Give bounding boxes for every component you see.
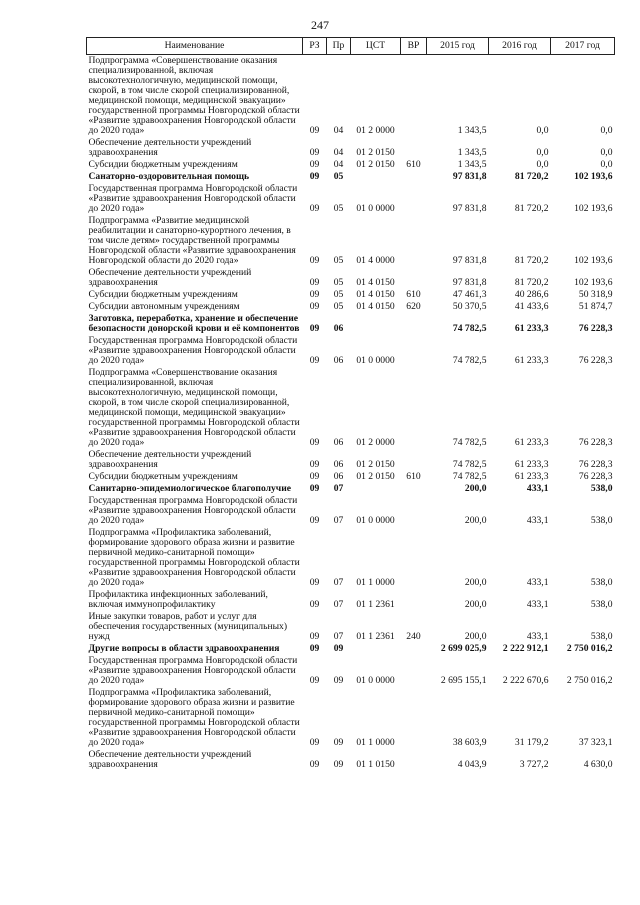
row-2016: 40 286,6 bbox=[514, 289, 549, 300]
row-2017: 76 228,3 bbox=[578, 323, 613, 334]
row-2016: 0,0 bbox=[536, 125, 549, 136]
row-rz: 09 bbox=[309, 355, 320, 366]
row-2017: 102 193,6 bbox=[574, 255, 613, 266]
row-name: Государственная программа Новгородской области «Развитие здравоохранения Новгородской области до 2020 года» bbox=[88, 495, 298, 526]
row-vr bbox=[401, 749, 427, 771]
row-2015: 200,0 bbox=[464, 483, 487, 494]
row-cst: 01 2 0000 bbox=[356, 125, 395, 136]
table-row bbox=[87, 687, 615, 749]
row-name: Иные закупки товаров, работ и услуг для обеспечения государственных (муниципальных) нужд bbox=[88, 611, 288, 642]
row-rz: 09 bbox=[309, 515, 320, 526]
row-2017: 76 228,3 bbox=[578, 459, 613, 470]
row-name: Субсидии автономным учреждениям bbox=[88, 301, 240, 312]
row-pr: 04 bbox=[333, 159, 344, 170]
row-name: Подпрограмма «Профилактика заболеваний, формирование здорового образа жизни и развитие первичной медико-санитарной помощи» государственной программы Новгородской области «Развитие здравоохранения Новгородской области до 2020 года» bbox=[88, 687, 300, 748]
row-rz: 09 bbox=[309, 577, 320, 588]
row-vr bbox=[401, 215, 427, 267]
row-2016: 433,1 bbox=[526, 577, 549, 588]
row-rz: 09 bbox=[309, 675, 320, 686]
row-2015: 74 782,5 bbox=[452, 355, 487, 366]
row-2015: 74 782,5 bbox=[452, 459, 487, 470]
row-2016: 2 222 912,1 bbox=[502, 643, 549, 654]
row-name: Заготовка, переработка, хранение и обеспечение безопасности донорской крови и её компонентов bbox=[88, 313, 300, 334]
row-rz: 09 bbox=[309, 599, 320, 610]
row-pr: 07 bbox=[333, 577, 344, 588]
row-pr: 06 bbox=[333, 459, 344, 470]
row-2016: 0,0 bbox=[536, 147, 549, 158]
row-rz: 09 bbox=[309, 289, 320, 300]
row-rz: 09 bbox=[309, 125, 320, 136]
table-row bbox=[87, 367, 615, 449]
row-vr bbox=[401, 655, 427, 687]
row-pr: 05 bbox=[333, 171, 344, 182]
row-pr: 09 bbox=[333, 643, 344, 654]
row-2017: 538,0 bbox=[590, 577, 613, 588]
row-pr: 06 bbox=[333, 355, 344, 366]
row-name: Обеспечение деятельности учреждений здравоохранения bbox=[88, 137, 252, 158]
row-cst: 01 0 0000 bbox=[356, 675, 395, 686]
table-body bbox=[87, 55, 615, 772]
row-pr: 05 bbox=[333, 301, 344, 312]
row-vr bbox=[401, 183, 427, 215]
row-vr bbox=[401, 483, 427, 495]
table-row bbox=[87, 589, 615, 611]
row-rz: 09 bbox=[309, 631, 320, 642]
row-2017: 2 750 016,2 bbox=[566, 675, 613, 686]
table-row bbox=[87, 611, 615, 643]
row-2016: 61 233,3 bbox=[514, 459, 549, 470]
table-row bbox=[87, 301, 615, 313]
row-2016: 81 720,2 bbox=[514, 203, 549, 214]
row-pr: 06 bbox=[333, 471, 344, 482]
header-2017: 2017 год bbox=[551, 38, 615, 55]
row-pr: 07 bbox=[333, 599, 344, 610]
row-cst: 01 1 0000 bbox=[356, 737, 395, 748]
row-2017: 37 323,1 bbox=[578, 737, 613, 748]
row-2016: 61 233,3 bbox=[514, 437, 549, 448]
table-row bbox=[87, 183, 615, 215]
table-row bbox=[87, 289, 615, 301]
row-2015: 50 370,5 bbox=[452, 301, 487, 312]
header-2016: 2016 год bbox=[489, 38, 551, 55]
row-vr bbox=[401, 171, 427, 183]
row-vr bbox=[401, 589, 427, 611]
row-cst: 01 4 0150 bbox=[356, 277, 395, 288]
row-2015: 200,0 bbox=[464, 577, 487, 588]
table-row bbox=[87, 749, 615, 771]
row-rz: 09 bbox=[309, 471, 320, 482]
row-cst: 01 4 0150 bbox=[356, 289, 395, 300]
row-name: Обеспечение деятельности учреждений здравоохранения bbox=[88, 749, 252, 770]
row-rz: 09 bbox=[309, 203, 320, 214]
row-2017: 51 874,7 bbox=[578, 301, 613, 312]
row-2015: 38 603,9 bbox=[452, 737, 487, 748]
row-rz: 09 bbox=[309, 147, 320, 158]
row-2016: 61 233,3 bbox=[514, 355, 549, 366]
row-2015: 200,0 bbox=[464, 599, 487, 610]
row-2015: 2 695 155,1 bbox=[440, 675, 487, 686]
table-row bbox=[87, 449, 615, 471]
row-2017: 76 228,3 bbox=[578, 437, 613, 448]
row-rz: 09 bbox=[309, 643, 320, 654]
row-rz: 09 bbox=[309, 301, 320, 312]
row-cst bbox=[351, 483, 401, 495]
row-2017: 50 318,9 bbox=[578, 289, 613, 300]
row-cst: 01 2 0000 bbox=[356, 437, 395, 448]
row-rz: 09 bbox=[309, 255, 320, 266]
table-row bbox=[87, 215, 615, 267]
row-name: Субсидии бюджетным учреждениям bbox=[88, 471, 238, 482]
row-rz: 09 bbox=[309, 759, 320, 770]
row-2016: 81 720,2 bbox=[514, 171, 549, 182]
row-2017: 102 193,6 bbox=[574, 203, 613, 214]
row-cst: 01 1 0150 bbox=[356, 759, 395, 770]
row-vr bbox=[401, 55, 427, 138]
row-pr: 07 bbox=[333, 515, 344, 526]
header-name: Наименование bbox=[87, 38, 303, 55]
row-vr bbox=[401, 367, 427, 449]
row-cst: 01 1 2361 bbox=[356, 631, 395, 642]
row-cst: 01 0 0000 bbox=[356, 515, 395, 526]
table-row bbox=[87, 643, 615, 655]
header-rz: РЗ bbox=[303, 38, 327, 55]
table-row bbox=[87, 267, 615, 289]
table-header-row bbox=[87, 38, 615, 55]
row-cst bbox=[351, 313, 401, 335]
row-pr: 09 bbox=[333, 737, 344, 748]
row-2016: 61 233,3 bbox=[514, 471, 549, 482]
table-row bbox=[87, 335, 615, 367]
row-cst bbox=[351, 171, 401, 183]
row-name: Профилактика инфекционных заболеваний, включая иммунопрофилактику bbox=[88, 589, 268, 610]
row-2016: 433,1 bbox=[526, 483, 549, 494]
row-pr: 05 bbox=[333, 255, 344, 266]
row-name: Другие вопросы в области здравоохранения bbox=[88, 643, 280, 654]
row-2015: 74 782,5 bbox=[452, 323, 487, 334]
row-cst: 01 2 0150 bbox=[356, 147, 395, 158]
row-2015: 200,0 bbox=[464, 631, 487, 642]
table-row bbox=[87, 137, 615, 159]
row-pr: 06 bbox=[333, 437, 344, 448]
row-2016: 81 720,2 bbox=[514, 255, 549, 266]
row-vr bbox=[401, 495, 427, 527]
table-row bbox=[87, 655, 615, 687]
row-2017: 102 193,6 bbox=[574, 277, 613, 288]
table-row bbox=[87, 495, 615, 527]
row-cst: 01 2 0150 bbox=[356, 471, 395, 482]
row-name: Обеспечение деятельности учреждений здравоохранения bbox=[88, 267, 252, 288]
row-2017: 2 750 016,2 bbox=[566, 643, 613, 654]
header-pr: Пр bbox=[327, 38, 351, 55]
row-pr: 07 bbox=[333, 483, 344, 494]
row-2015: 97 831,8 bbox=[452, 277, 487, 288]
row-2016: 433,1 bbox=[526, 599, 549, 610]
budget-table bbox=[86, 37, 615, 771]
row-2016: 433,1 bbox=[526, 631, 549, 642]
row-pr: 04 bbox=[333, 125, 344, 136]
row-cst: 01 1 2361 bbox=[356, 599, 395, 610]
row-name: Государственная программа Новгородской области «Развитие здравоохранения Новгородской области до 2020 года» bbox=[88, 335, 298, 366]
row-pr: 05 bbox=[333, 203, 344, 214]
row-2015: 97 831,8 bbox=[452, 255, 487, 266]
row-2015: 47 461,3 bbox=[452, 289, 487, 300]
row-name: Государственная программа Новгородской области «Развитие здравоохранения Новгородской области до 2020 года» bbox=[88, 655, 298, 686]
row-name: Государственная программа Новгородской области «Развитие здравоохранения Новгородской области до 2020 года» bbox=[88, 183, 298, 214]
row-name: Санитарно-эпидемиологическое благополучие bbox=[88, 483, 291, 494]
row-2016: 61 233,3 bbox=[514, 323, 549, 334]
row-pr: 05 bbox=[333, 289, 344, 300]
row-pr: 04 bbox=[333, 147, 344, 158]
row-rz: 09 bbox=[309, 483, 320, 494]
row-pr: 07 bbox=[333, 631, 344, 642]
header-vr: ВР bbox=[401, 38, 427, 55]
row-rz: 09 bbox=[309, 323, 320, 334]
header-cst: ЦСТ bbox=[351, 38, 401, 55]
row-pr: 09 bbox=[333, 675, 344, 686]
row-2016: 3 727,2 bbox=[519, 759, 549, 770]
table-row bbox=[87, 171, 615, 183]
row-2015: 74 782,5 bbox=[452, 471, 487, 482]
row-rz: 09 bbox=[309, 171, 320, 182]
row-vr bbox=[401, 267, 427, 289]
row-2016: 0,0 bbox=[536, 159, 549, 170]
row-vr: 620 bbox=[406, 301, 421, 312]
row-vr: 610 bbox=[406, 471, 421, 482]
row-rz: 09 bbox=[309, 159, 320, 170]
row-2015: 1 343,5 bbox=[457, 159, 487, 170]
row-2015: 200,0 bbox=[464, 515, 487, 526]
row-pr: 09 bbox=[333, 759, 344, 770]
row-2015: 97 831,8 bbox=[452, 171, 487, 182]
row-name: Подпрограмма «Развитие медицинской реабилитации и санаторно-курортного лечения, в том числе детям» государственной программы Новгородской области «Развитие здравоохранения Новгородской области до 2020 года» bbox=[88, 215, 296, 266]
row-vr bbox=[401, 335, 427, 367]
row-2016: 81 720,2 bbox=[514, 277, 549, 288]
row-name: Субсидии бюджетным учреждениям bbox=[88, 289, 238, 300]
row-2016: 433,1 bbox=[526, 515, 549, 526]
row-cst: 01 0 0000 bbox=[356, 355, 395, 366]
row-vr: 610 bbox=[406, 289, 421, 300]
row-vr: 610 bbox=[406, 159, 421, 170]
row-rz: 09 bbox=[309, 277, 320, 288]
row-cst: 01 0 0000 bbox=[356, 203, 395, 214]
row-cst: 01 4 0000 bbox=[356, 255, 395, 266]
table-row bbox=[87, 471, 615, 483]
row-rz: 09 bbox=[309, 437, 320, 448]
row-rz: 09 bbox=[309, 737, 320, 748]
table-row bbox=[87, 527, 615, 589]
row-2017: 538,0 bbox=[590, 515, 613, 526]
row-2016: 2 222 670,6 bbox=[502, 675, 549, 686]
row-cst: 01 2 0150 bbox=[356, 159, 395, 170]
row-2017: 538,0 bbox=[590, 483, 613, 494]
row-rz: 09 bbox=[309, 459, 320, 470]
row-vr bbox=[401, 137, 427, 159]
row-vr bbox=[401, 643, 427, 655]
row-pr: 06 bbox=[333, 323, 344, 334]
row-name: Подпрограмма «Совершенствование оказания специализированной, включая высокотехнологичную, медицинской помощи, скорой, в том числе скорой специализированной, медицинской помощи, медицинской эвакуации» государственной программы Новгородской области «Развитие здравоохранения Новгородской области до 2020 года» bbox=[88, 367, 300, 448]
row-name: Подпрограмма «Совершенствование оказания специализированной, включая высокотехнологичную, медицинской помощи, скорой, в том числе скорой специализированной, медицинской помощи, медицинской эвакуации» государственной программы Новгородской области «Развитие здравоохранения Новгородской области до 2020 года» bbox=[88, 55, 300, 136]
table-row bbox=[87, 159, 615, 171]
row-name: Обеспечение деятельности учреждений здравоохранения bbox=[88, 449, 252, 470]
row-2015: 97 831,8 bbox=[452, 203, 487, 214]
row-2015: 74 782,5 bbox=[452, 437, 487, 448]
row-vr bbox=[401, 449, 427, 471]
page-number: 247 bbox=[311, 18, 329, 32]
row-name: Субсидии бюджетным учреждениям bbox=[88, 159, 238, 170]
row-2017: 538,0 bbox=[590, 599, 613, 610]
row-vr: 240 bbox=[406, 631, 421, 642]
table-row bbox=[87, 483, 615, 495]
row-2015: 1 343,5 bbox=[457, 125, 487, 136]
row-2016: 41 433,6 bbox=[514, 301, 549, 312]
row-cst: 01 4 0150 bbox=[356, 301, 395, 312]
row-2015: 2 699 025,9 bbox=[440, 643, 487, 654]
table-row bbox=[87, 313, 615, 335]
row-name: Подпрограмма «Профилактика заболеваний, формирование здорового образа жизни и развитие первичной медико-санитарной помощи» государственной программы Новгородской области «Развитие здравоохранения Новгородской области до 2020 года» bbox=[88, 527, 300, 588]
row-2017: 76 228,3 bbox=[578, 355, 613, 366]
table-row bbox=[87, 55, 615, 138]
row-vr bbox=[401, 527, 427, 589]
row-name: Санаторно-оздоровительная помощь bbox=[88, 171, 250, 182]
row-2017: 0,0 bbox=[600, 125, 613, 136]
row-2017: 4 630,0 bbox=[583, 759, 613, 770]
row-2015: 4 043,9 bbox=[457, 759, 487, 770]
row-2017: 0,0 bbox=[600, 147, 613, 158]
row-cst: 01 1 0000 bbox=[356, 577, 395, 588]
row-2017: 76 228,3 bbox=[578, 471, 613, 482]
row-2017: 538,0 bbox=[590, 631, 613, 642]
row-2016: 31 179,2 bbox=[514, 737, 549, 748]
row-vr bbox=[401, 687, 427, 749]
row-vr bbox=[401, 313, 427, 335]
row-2015: 1 343,5 bbox=[457, 147, 487, 158]
row-2017: 0,0 bbox=[600, 159, 613, 170]
row-cst: 01 2 0150 bbox=[356, 459, 395, 470]
row-pr: 05 bbox=[333, 277, 344, 288]
header-2015: 2015 год bbox=[427, 38, 489, 55]
row-cst bbox=[351, 643, 401, 655]
row-2017: 102 193,6 bbox=[574, 171, 613, 182]
